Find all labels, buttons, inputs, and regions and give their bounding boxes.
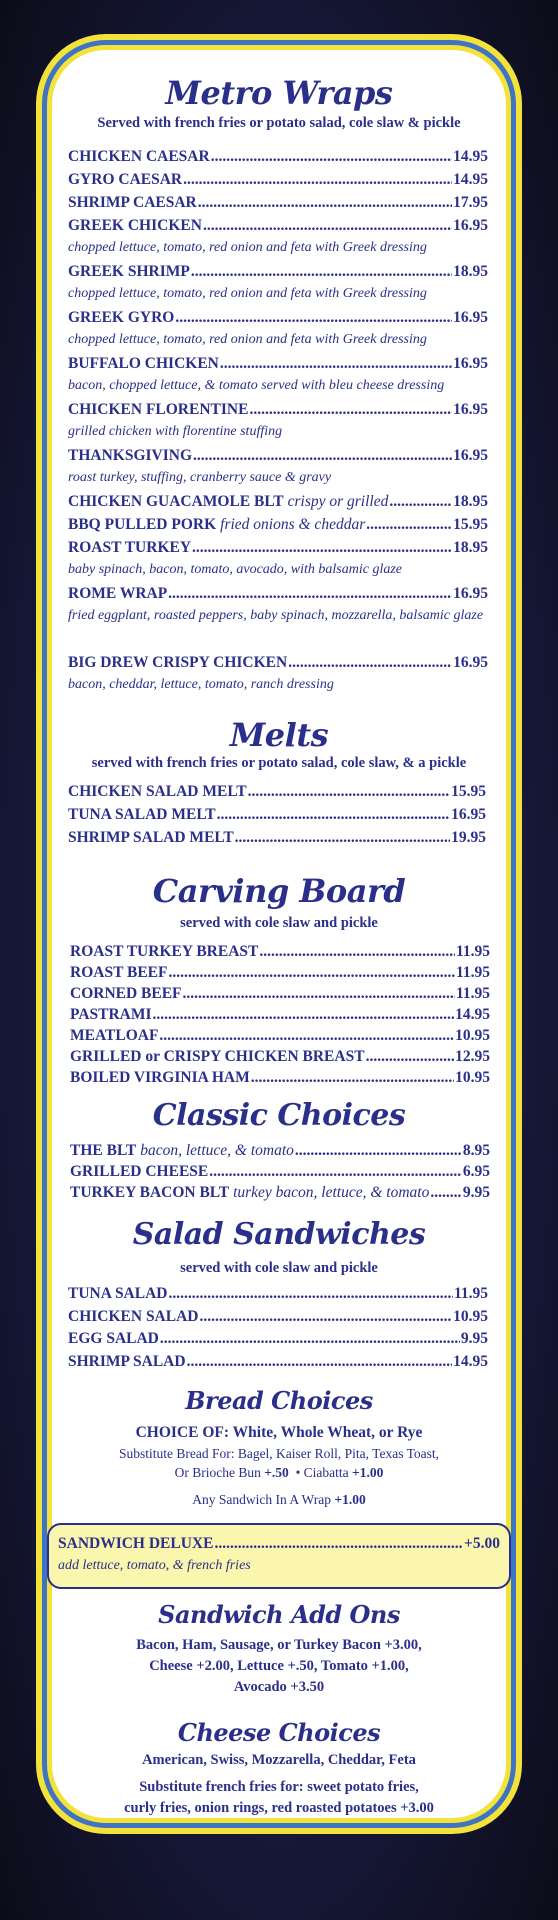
menu-item-row xyxy=(70,1184,490,1204)
dot-leader xyxy=(389,493,452,511)
menu-item-price: 11.95 xyxy=(455,964,490,981)
menu-item-name: GRILLED or CRISPY CHICKEN BREAST xyxy=(70,1048,365,1065)
menu-item-name: GREEK CHICKEN xyxy=(68,217,202,234)
deluxe-row xyxy=(58,1535,500,1555)
dot-leader xyxy=(199,1308,452,1326)
dot-leader xyxy=(217,806,451,824)
menu-item-row xyxy=(70,1142,490,1162)
fries-substitute-line2: curly fries, onion rings, red roasted potatoes +3.00 xyxy=(124,1800,434,1816)
fries-substitute-line1: Substitute french fries for: sweet potato fries, xyxy=(139,1779,419,1795)
menu-item-price: 12.95 xyxy=(455,1048,490,1065)
menu-item-price: 14.95 xyxy=(455,1006,490,1023)
menu-item-row xyxy=(68,539,488,559)
menu-item-description: chopped lettuce, tomato, red onion and feta with Greek dressing xyxy=(68,332,427,347)
wrap-upcharge-price: +1.00 xyxy=(334,1492,366,1507)
dot-leader xyxy=(168,964,454,982)
deluxe-desc: add lettuce, tomato, & french fries xyxy=(58,1558,251,1573)
addons-line1: Bacon, Ham, Sausage, or Turkey Bacon +3.00, xyxy=(136,1637,422,1653)
menu-item-row xyxy=(68,171,488,191)
menu-item-name: TUNA SALAD MELT xyxy=(68,806,216,823)
menu-item-name: GRILLED CHEESE xyxy=(70,1163,209,1180)
menu-item-note: crispy or grilled xyxy=(287,493,389,510)
dot-leader xyxy=(211,148,452,166)
section-title-cheese: Cheese Choices xyxy=(177,1718,381,1747)
menu-item-name: CHICKEN GUACAMOLE BLT xyxy=(68,493,284,510)
menu-item-row xyxy=(68,493,488,513)
menu-item-name: SHRIMP CAESAR xyxy=(68,194,197,211)
menu-item-price: 9.95 xyxy=(462,1184,490,1201)
menu-item-row xyxy=(68,217,488,237)
menu-item-price: 15.95 xyxy=(453,516,488,533)
section-title-salad: Salad Sandwiches xyxy=(132,1217,426,1252)
bread-choice-line: CHOICE OF: White, Whole Wheat, or Rye xyxy=(135,1424,423,1441)
dot-leader xyxy=(168,1285,452,1303)
dot-leader xyxy=(295,1142,462,1160)
menu-item-name: EGG SALAD xyxy=(68,1330,159,1347)
dot-leader xyxy=(209,1163,462,1181)
menu-item-price: 16.95 xyxy=(451,806,486,823)
menu-item-price: 18.95 xyxy=(453,493,488,510)
dot-leader xyxy=(288,654,452,672)
deluxe-leader xyxy=(214,1535,463,1553)
menu-item-price: 14.95 xyxy=(453,1352,488,1370)
dot-leader xyxy=(193,447,452,465)
dot-leader xyxy=(366,516,452,534)
menu-item-price: 11.95 xyxy=(455,985,490,1002)
dot-leader xyxy=(187,1353,453,1371)
menu-item-name: THANKSGIVING xyxy=(68,447,193,464)
menu-item-row xyxy=(68,309,488,329)
dot-leader xyxy=(198,194,452,212)
menu-item-note: turkey bacon, lettuce, & tomato xyxy=(233,1184,430,1201)
menu-item-price: 19.95 xyxy=(451,829,486,846)
menu-item-price: 18.95 xyxy=(453,539,488,556)
menu-item-row xyxy=(70,1048,490,1068)
bread-substitute-line2 xyxy=(20,1465,538,1481)
menu-item-price: 11.95 xyxy=(453,1285,488,1302)
section-subtitle-carving: served with cole slaw and pickle xyxy=(180,915,378,931)
menu-item-description: chopped lettuce, tomato, red onion and feta with Greek dressing xyxy=(68,240,427,255)
section-title-wraps: Metro Wraps xyxy=(165,74,393,112)
menu-item-price: 14.95 xyxy=(453,148,488,165)
dot-leader xyxy=(366,1048,455,1066)
menu-item-name: ROAST BEEF xyxy=(70,964,168,981)
menu-item-row xyxy=(68,1285,488,1305)
menu-item-price: 18.95 xyxy=(453,263,488,280)
menu-item-row xyxy=(70,1163,490,1183)
dot-leader xyxy=(248,783,451,801)
menu-item-row xyxy=(68,194,488,214)
menu-item-row xyxy=(70,985,490,1005)
menu-item-row xyxy=(68,1330,488,1350)
menu-item-row xyxy=(68,516,488,536)
menu-item-row xyxy=(68,148,488,168)
menu-item-name: ROME WRAP xyxy=(68,585,168,602)
dot-leader xyxy=(251,1069,454,1087)
menu-item-price: 10.95 xyxy=(453,1307,488,1325)
menu-item-price: 10.95 xyxy=(455,1069,490,1086)
wrap-upcharge-line xyxy=(20,1492,538,1508)
sandwich-deluxe-box xyxy=(47,1523,511,1589)
menu-item-row xyxy=(68,829,486,849)
dot-leader xyxy=(168,585,452,603)
wrap-upcharge-text: Any Sandwich In A Wrap xyxy=(192,1492,331,1507)
menu-item-description: roast turkey, stuffing, cranberry sauce & gravy xyxy=(68,470,332,485)
bread-sub-price-a: +.50 xyxy=(264,1465,289,1480)
menu-item-price: 15.95 xyxy=(451,783,486,800)
menu-item-name: PASTRAMI xyxy=(70,1006,152,1023)
menu-item-row xyxy=(70,943,490,963)
deluxe-price: +5.00 xyxy=(464,1535,500,1552)
dot-leader xyxy=(175,309,452,327)
menu-item-description: bacon, cheddar, lettuce, tomato, ranch dressing xyxy=(68,677,334,692)
menu-item-name: ROAST TURKEY BREAST xyxy=(70,943,259,960)
section-subtitle-salad: served with cole slaw and pickle xyxy=(180,1260,378,1276)
dot-leader xyxy=(159,1027,454,1045)
cheese-list: American, Swiss, Mozzarella, Cheddar, Feta xyxy=(142,1752,416,1768)
menu-item-name: CORNED BEEF xyxy=(70,985,182,1002)
menu-item-name: CHICKEN SALAD MELT xyxy=(68,783,247,800)
menu-item-name: CHICKEN SALAD xyxy=(68,1307,199,1325)
menu-item-name: ROAST TURKEY xyxy=(68,539,192,556)
section-title-carving: Carving Board xyxy=(152,872,406,910)
section-title-addons: Sandwich Add Ons xyxy=(158,1600,400,1629)
dot-leader xyxy=(153,1006,455,1024)
dot-leader xyxy=(160,1330,460,1348)
menu-item-name: BIG DREW CRISPY CHICKEN xyxy=(68,654,288,671)
menu-item-price: 14.95 xyxy=(453,171,488,188)
menu-item-row xyxy=(68,654,488,674)
deluxe-name: SANDWICH DELUXE xyxy=(58,1535,214,1552)
section-subtitle-melts: served with french fries or potato salad, cole slaw, & a pickle xyxy=(91,755,467,771)
dot-leader xyxy=(259,943,455,961)
menu-item-price: 8.95 xyxy=(462,1142,490,1159)
addons-line3: Avocado +3.50 xyxy=(233,1679,325,1695)
menu-item-row xyxy=(68,447,488,467)
menu-item-name: GREEK SHRIMP xyxy=(68,263,190,280)
menu-item-price: 10.95 xyxy=(455,1027,490,1044)
menu-item-name: SHRIMP SALAD MELT xyxy=(68,829,234,846)
menu-item-description: grilled chicken with florentine stuffing xyxy=(68,424,283,439)
bread-sub-text-b: • Ciabatta xyxy=(295,1465,349,1480)
menu-item-name: BOILED VIRGINIA HAM xyxy=(70,1069,250,1086)
bread-sub-text-a: Or Brioche Bun xyxy=(174,1465,261,1480)
dot-leader xyxy=(430,1184,462,1202)
menu-item-price: 16.95 xyxy=(453,309,488,326)
menu-item-description: chopped lettuce, tomato, red onion and feta with Greek dressing xyxy=(68,286,427,301)
menu-item-row xyxy=(68,263,488,283)
menu-item-note: fried onions & cheddar xyxy=(220,516,366,533)
section-title-classic: Classic Choices xyxy=(152,1098,406,1133)
dot-leader xyxy=(183,985,455,1003)
dot-leader xyxy=(203,217,452,235)
dot-leader xyxy=(183,171,452,189)
menu-item-price: 9.95 xyxy=(460,1330,488,1347)
menu-item-name: CHICKEN CAESAR xyxy=(68,148,210,165)
menu-item-description: baby spinach, bacon, tomato, avocado, with balsamic glaze xyxy=(68,562,403,577)
menu-item-price: 6.95 xyxy=(462,1163,490,1180)
menu-item-name: SHRIMP SALAD xyxy=(68,1352,186,1370)
menu-item-name: GYRO CAESAR xyxy=(68,171,183,188)
menu-item-name: BBQ PULLED PORK xyxy=(68,516,217,533)
menu-item-row xyxy=(68,1353,488,1373)
dot-leader xyxy=(249,401,452,419)
menu-item-description: bacon, chopped lettuce, & tomato served with bleu cheese dressing xyxy=(68,378,445,393)
menu-item-row xyxy=(70,964,490,984)
menu-item-row xyxy=(70,1069,490,1089)
bread-sub-price-b: +1.00 xyxy=(352,1465,384,1480)
bread-substitute-line1: Substitute Bread For: Bagel, Kaiser Roll, Pita, Texas Toast, xyxy=(118,1446,440,1461)
dot-leader xyxy=(191,263,452,281)
menu-item-price: 16.95 xyxy=(453,355,488,372)
menu-item-row xyxy=(68,401,488,421)
menu-item-price: 16.95 xyxy=(453,401,488,418)
menu-item-price: 17.95 xyxy=(453,194,488,211)
dot-leader xyxy=(192,539,452,557)
menu-item-price: 16.95 xyxy=(453,217,488,234)
menu-item-price: 11.95 xyxy=(455,943,490,960)
section-subtitle-wraps: Served with french fries or potato salad, cole slaw & pickle xyxy=(97,115,461,131)
menu-item-price: 16.95 xyxy=(453,585,488,602)
menu-item-row xyxy=(68,585,488,605)
menu-item-name: THE BLT xyxy=(70,1142,137,1159)
menu-item-price: 16.95 xyxy=(453,654,488,671)
addons-line2: Cheese +2.00, Lettuce +.50, Tomato +1.00, xyxy=(149,1658,409,1674)
menu-item-row xyxy=(68,783,486,803)
menu-item-row xyxy=(68,806,486,826)
menu-item-name: MEATLOAF xyxy=(70,1027,159,1044)
menu-item-name: TURKEY BACON BLT xyxy=(70,1184,230,1201)
section-title-bread: Bread Choices xyxy=(185,1386,373,1415)
menu-item-price: 16.95 xyxy=(453,447,488,464)
menu-item-description: fried eggplant, roasted peppers, baby spinach, mozzarella, balsamic glaze xyxy=(68,608,484,623)
menu-item-row xyxy=(70,1027,490,1047)
menu-item-name: CHICKEN FLORENTINE xyxy=(68,401,249,418)
menu-item-row xyxy=(70,1006,490,1026)
menu-item-row xyxy=(68,1308,488,1328)
menu-item-name: GREEK GYRO xyxy=(68,309,175,326)
section-title-melts: Melts xyxy=(229,716,329,754)
dot-leader xyxy=(220,355,452,373)
menu-item-note: bacon, lettuce, & tomato xyxy=(140,1142,294,1159)
menu-item-row xyxy=(68,355,488,375)
menu-item-name: BUFFALO CHICKEN xyxy=(68,355,219,372)
menu-item-name: TUNA SALAD xyxy=(68,1285,168,1302)
dot-leader xyxy=(235,829,450,847)
